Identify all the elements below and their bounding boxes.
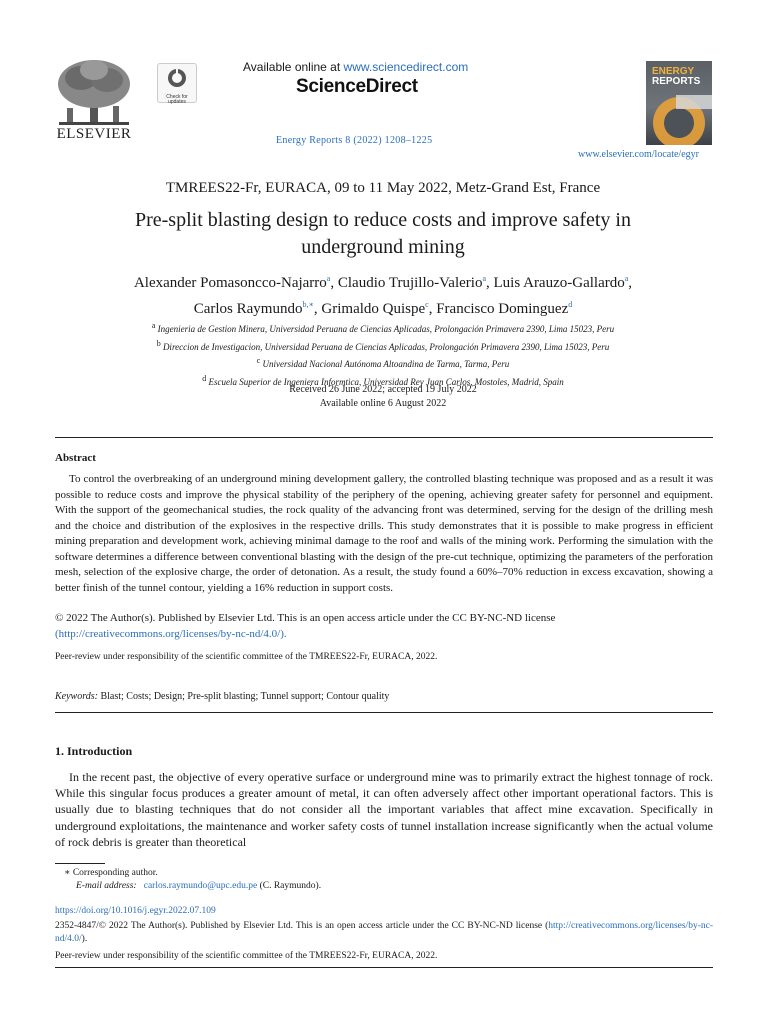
separator: ,: [628, 275, 633, 291]
license-link[interactable]: (http://creativecommons.org/licenses/by-nc-nd/4.0/).: [55, 627, 287, 640]
affil-mark: c: [256, 356, 261, 365]
received-accepted: Received 26 June 2022; accepted 19 July 2022: [289, 384, 477, 395]
affiliation: [48, 337, 718, 355]
introduction-text: In the recent past, the objective of every operative surface or underground mine was to primarily extract the highest tonnage of rock. While this singular focus produces a greater amount of metal, it can often adversely affect other important operational factors. This is usually due to blasting techniques that do not consider all the important variables that affect mine excavation. Specifically in underground exploitations, the maintenance and worker safety costs of tunnel installation increase significantly when the actual volume of rock debris is greater than theoretical: [55, 770, 713, 849]
affil-mark[interactable]: a: [326, 274, 331, 283]
title-line-2: underground mining: [301, 236, 465, 258]
affil-mark: a: [151, 321, 156, 330]
footer-peer-review: Peer-review under responsibility of the scientific committee of the TMREES22-Fr, EURACA, 2022.: [55, 951, 438, 961]
doi-link[interactable]: https://doi.org/10.1016/j.egyr.2022.07.109: [55, 906, 216, 916]
footer-license: [55, 920, 713, 946]
footnote-divider: [55, 863, 105, 864]
available-prefix: Available online at: [243, 60, 344, 74]
section-heading-introduction: 1. Introduction: [55, 744, 133, 758]
keywords-label: Keywords:: [55, 691, 98, 702]
affiliation-text: Escuela Superior de Ingeniera Informtica, Universidad Rey Juan Carlos, Mostoles, Madrid, Spain: [206, 376, 564, 387]
affiliations: [48, 319, 718, 389]
title-line-1: Pre-split blasting design to reduce costs and improve safety in: [134, 209, 631, 231]
affil-mark[interactable]: a: [624, 274, 629, 283]
author[interactable]: , Grimaldo Quispe: [313, 301, 426, 317]
affil-mark[interactable]: d: [568, 300, 573, 309]
affiliation-text: Ingenieria de Gestion Minera, Universidad Peruana de Ciencias Aplicadas, Prolongación Primavera 2390, Lima 15023, Peru: [155, 324, 615, 334]
author-list: [48, 268, 718, 320]
journal-citation[interactable]: Energy Reports 8 (2022) 1208–1225: [276, 135, 433, 146]
conference-line: TMREES22-Fr, EURACA, 09 to 11 May 2022, Metz-Grand Est, France: [165, 180, 601, 196]
sciencedirect-logo: ScienceDirect: [296, 76, 418, 97]
check-updates-icon: [166, 67, 188, 89]
peer-review-note: Peer-review under responsibility of the scientific committee of the TMREES22-Fr, EURACA, 2022.: [55, 652, 438, 662]
copyright-text: © 2022 The Author(s). Published by Elsevier Ltd. This is an open access article under the CC BY-NC-ND license: [55, 612, 556, 624]
journal-cover[interactable]: [646, 61, 712, 145]
elsevier-tree-icon: [51, 56, 137, 128]
article-dates: [48, 383, 718, 411]
sciencedirect-link[interactable]: www.sciencedirect.com: [343, 60, 469, 74]
affiliation-text: Universidad Nacional Autónoma Altoandina de Tarma, Tarma, Peru: [260, 359, 510, 369]
affil-mark[interactable]: a: [482, 274, 487, 283]
email-label: E-mail address:: [76, 881, 137, 891]
author[interactable]: , Francisco Dominguez: [428, 301, 569, 317]
authors-line-2: [48, 294, 718, 320]
elsevier-logo: [48, 56, 140, 143]
abstract-heading: Abstract: [55, 452, 96, 464]
cover-title-2: REPORTS: [652, 76, 701, 87]
publisher-name: ELSEVIER: [56, 126, 132, 142]
abstract-text: To control the overbreaking of an underground mining development gallery, the controlled blasting technique was proposed and as a result it was possible to reduce costs and improve the physical stability of the periphery of the opening, achieving greater safety for personnel and equipment. With the support of the geomechanical studies, the rock quality of the advancing front was determined, serving for the design of the drilling mesh and the choice and distribution of the explosives in the respective drills. This study demonstrates that it is possible to make progress in efficient mining preparation and development work, achieving minimal damage to the roof and walls of the mining work. Performing the simulation with the software determines a difference between conventional blasting with the design of the pre-cut technique, optimizing the parameters of the perforation mesh, selection of the explosive charge, the order of detonation. As a result, the study found a 60%–70% reduction in excess excavation, showing a better finish of the tunnel contour, yielding a 16% reduction in support costs.: [55, 473, 713, 594]
affil-mark: b: [156, 338, 161, 348]
available-online: [243, 60, 503, 74]
cover-graphic-icon: [646, 61, 712, 145]
authors-line-1: [48, 268, 718, 294]
email-line: [76, 881, 321, 891]
affiliation: [48, 354, 718, 372]
author[interactable]: , Claudio Trujillo-Valerio: [330, 275, 483, 291]
license-end: ).: [81, 934, 88, 944]
email-link[interactable]: carlos.raymundo@upc.edu.pe: [143, 881, 258, 891]
affiliation: [48, 319, 718, 337]
check-updates-button[interactable]: [157, 63, 197, 103]
license-text: 2352-4847/© 2022 The Author(s). Published by Elsevier Ltd. This is an open access article under the CC BY-NC-ND license (: [55, 921, 549, 931]
keywords: [55, 691, 389, 702]
abstract-copyright: [55, 611, 713, 642]
author[interactable]: , Luis Arauzo-Gallardo: [486, 275, 625, 291]
corresponding-author-note: ∗ Corresponding author.: [64, 868, 158, 878]
keywords-list: Blast; Costs; Design; Pre-split blasting; Tunnel support; Contour quality: [97, 691, 390, 702]
affil-mark: d: [202, 373, 207, 383]
affil-mark[interactable]: c: [425, 300, 429, 309]
author[interactable]: Alexander Pomasoncco-Najarro: [133, 275, 327, 291]
journal-homepage-link[interactable]: www.elsevier.com/locate/egyr: [578, 149, 699, 160]
article-title: [48, 207, 718, 261]
author[interactable]: Carlos Raymundo: [193, 301, 303, 317]
check-updates-label: Check for updates: [166, 94, 188, 105]
email-owner: (C. Raymundo).: [257, 881, 322, 891]
footer-license-link[interactable]: http://creativecommons.org/licenses/by-nc-nd/4.0/: [55, 921, 713, 944]
cover-title-1: ENERGY: [652, 66, 695, 77]
affil-mark[interactable]: b,∗: [302, 300, 314, 309]
footer-divider: [55, 967, 713, 968]
available-online-date: Available online 6 August 2022: [319, 398, 447, 409]
divider: [55, 437, 713, 438]
divider: [55, 712, 713, 713]
affiliation-text: Direccion de Investigacion, Universidad Peruana de Ciencias Aplicadas, Prolongación Primavera 2390, Lima 15023, Peru: [160, 341, 610, 352]
